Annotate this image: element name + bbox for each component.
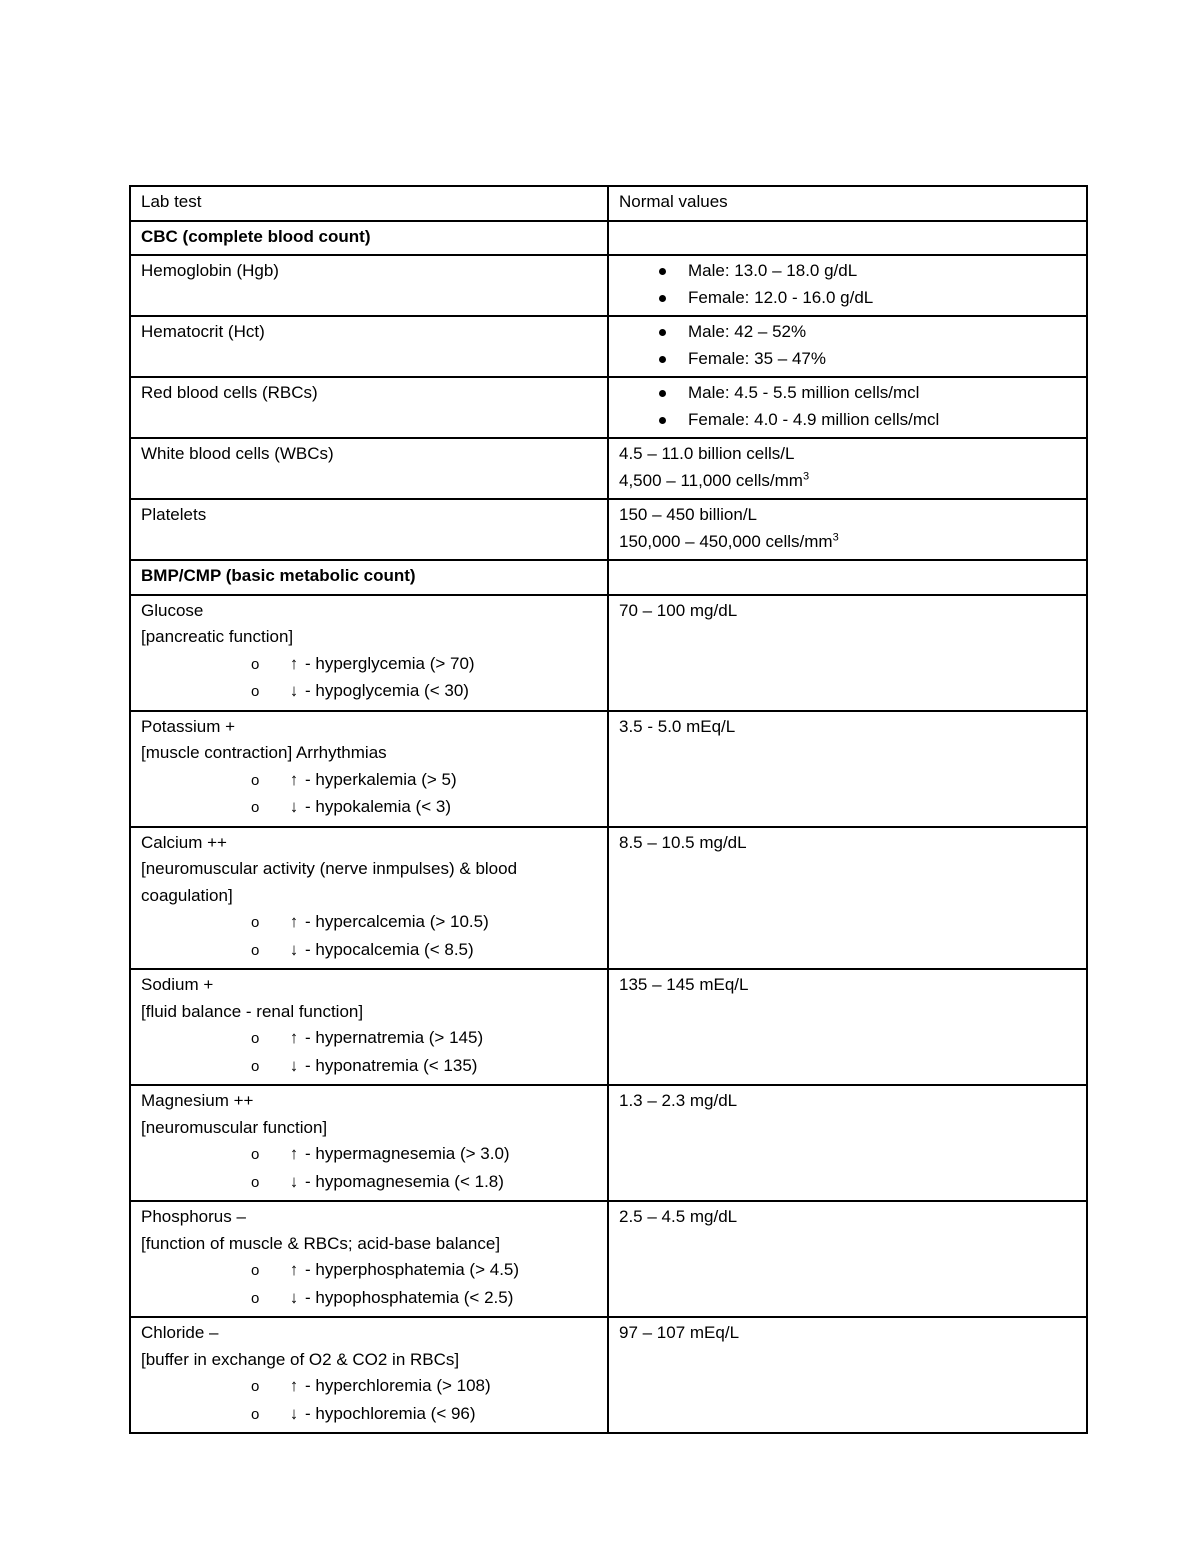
sub-list xyxy=(141,1257,597,1312)
section-title-cbc: CBC (complete blood count) xyxy=(130,221,608,256)
lab-test-name: Platelets xyxy=(130,499,608,560)
high-text: - hypermagnesemia (> 3.0) xyxy=(305,1144,510,1163)
sub-list xyxy=(141,1373,597,1428)
table-row-sodium xyxy=(130,969,1087,1085)
table-row-phosphorus xyxy=(130,1201,1087,1317)
arrow-up-icon: ↑ xyxy=(289,769,299,789)
lab-test-cell xyxy=(130,827,608,970)
arrow-up-icon: ↑ xyxy=(289,912,299,931)
list-item-high xyxy=(251,1257,597,1285)
sub-bullet: o xyxy=(251,1405,260,1423)
bullet-list xyxy=(619,258,1076,311)
lab-test-name: Chloride – xyxy=(141,1323,219,1342)
sub-bullet: o xyxy=(251,799,260,816)
table-row-magnesium xyxy=(130,1085,1087,1201)
lab-test-cell xyxy=(130,711,608,827)
section-empty-cell xyxy=(608,221,1087,256)
normal-value-cell: 3.5 - 5.0 mEq/L xyxy=(608,711,1087,827)
sub-bullet: o xyxy=(251,1289,260,1307)
arrow-down-icon: ↓ xyxy=(289,681,299,700)
list-item-low xyxy=(251,1053,597,1081)
lab-test-description: [buffer in exchange of O2 & CO2 in RBCs] xyxy=(141,1349,460,1369)
sub-bullet: o xyxy=(251,941,260,959)
list-item-high xyxy=(251,767,597,795)
high-text: - hyperkalemia (> 5) xyxy=(305,769,457,789)
lab-test-description: [neuromuscular function] xyxy=(141,1117,328,1137)
table-header-row xyxy=(130,186,1087,221)
section-title-bmp: BMP/CMP (basic metabolic count) xyxy=(130,560,608,595)
lab-test-name: Calcium ++ xyxy=(141,832,227,852)
superscript: 3 xyxy=(802,469,810,482)
sub-bullet: o xyxy=(251,1030,260,1047)
table-row-chloride xyxy=(130,1317,1087,1433)
sub-list xyxy=(141,1141,597,1196)
lab-test-name: Magnesium ++ xyxy=(141,1091,254,1110)
normal-value-cell: 1.3 – 2.3 mg/dL xyxy=(608,1085,1087,1201)
list-item-low xyxy=(251,937,597,965)
sub-bullet: o xyxy=(251,683,260,700)
arrow-down-icon: ↓ xyxy=(289,797,299,816)
list-item-high xyxy=(251,1373,597,1401)
lab-test-name: Red blood cells (RBCs) xyxy=(130,377,608,438)
high-text: - hyperchloremia (> 108) xyxy=(305,1376,491,1395)
low-text: - hypophosphatemia (< 2.5) xyxy=(305,1287,514,1307)
sub-bullet: o xyxy=(251,771,260,789)
sub-bullet: o xyxy=(251,655,260,673)
list-item-low xyxy=(251,678,597,706)
value-line xyxy=(619,468,1076,495)
sub-bullet: o xyxy=(251,1378,260,1395)
list-item-low xyxy=(251,1169,597,1197)
arrow-up-icon: ↑ xyxy=(289,1260,299,1279)
lab-test-name: Sodium + xyxy=(141,975,214,994)
value-line xyxy=(619,529,1076,556)
table-row-glucose xyxy=(130,595,1087,711)
high-text: - hyperglycemia (> 70) xyxy=(305,653,475,673)
high-text: - hypercalcemia (> 10.5) xyxy=(305,912,489,931)
list-item-female: Female: 12.0 - 16.0 g/dL xyxy=(659,285,1076,312)
table-row-hemoglobin xyxy=(130,255,1087,316)
list-item-low xyxy=(251,794,597,822)
section-empty-cell xyxy=(608,560,1087,595)
normal-value-cell: 8.5 – 10.5 mg/dL xyxy=(608,827,1087,970)
arrow-up-icon: ↑ xyxy=(289,653,299,673)
lab-test-cell xyxy=(130,595,608,711)
lab-test-name: White blood cells (WBCs) xyxy=(130,438,608,499)
normal-value-cell xyxy=(608,377,1087,438)
high-text: - hypernatremia (> 145) xyxy=(305,1028,484,1047)
normal-value-cell xyxy=(608,499,1087,560)
lab-test-description: [fluid balance - renal function] xyxy=(141,1001,364,1021)
bullet-list xyxy=(619,319,1076,372)
sub-bullet: o xyxy=(251,1146,260,1163)
value-text: 150,000 – 450,000 cells/mm xyxy=(619,531,833,551)
arrow-up-icon: ↑ xyxy=(289,1376,299,1395)
sub-bullet: o xyxy=(251,1173,260,1191)
list-item-male: Male: 42 – 52% xyxy=(659,319,1076,346)
arrow-up-icon: ↑ xyxy=(289,1028,299,1047)
sub-list xyxy=(141,1025,597,1080)
list-item-high xyxy=(251,1025,597,1053)
sub-list xyxy=(141,651,597,706)
table-row-potassium xyxy=(130,711,1087,827)
normal-value-cell xyxy=(608,316,1087,377)
normal-value-cell xyxy=(608,255,1087,316)
list-item-high xyxy=(251,651,597,679)
lab-test-name: Hemoglobin (Hgb) xyxy=(130,255,608,316)
arrow-down-icon: ↓ xyxy=(289,1171,299,1191)
normal-value-cell: 97 – 107 mEq/L xyxy=(608,1317,1087,1433)
sub-bullet: o xyxy=(251,914,260,931)
list-item-low xyxy=(251,1401,597,1429)
lab-test-cell xyxy=(130,1085,608,1201)
lab-test-cell xyxy=(130,1201,608,1317)
lab-test-description: [pancreatic function] xyxy=(141,627,294,646)
superscript: 3 xyxy=(832,530,839,543)
lab-test-description: [neuromuscular activity (nerve inmpulses) & blood coagulation] xyxy=(141,859,518,905)
low-text: - hyponatremia (< 135) xyxy=(305,1055,478,1075)
table-row-rbc xyxy=(130,377,1087,438)
header-normal-values: Normal values xyxy=(608,186,1087,221)
section-row-cbc xyxy=(130,221,1087,256)
lab-test-description: [function of muscle & RBCs; acid-base balance] xyxy=(141,1233,501,1253)
lab-test-name: Glucose xyxy=(141,600,204,620)
low-text: - hypochloremia (< 96) xyxy=(305,1403,476,1423)
sub-bullet: o xyxy=(251,1057,260,1075)
list-item-low xyxy=(251,1285,597,1313)
bullet-list xyxy=(619,380,1076,433)
low-text: - hypocalcemia (< 8.5) xyxy=(305,939,474,959)
arrow-up-icon: ↑ xyxy=(289,1144,299,1163)
list-item-high xyxy=(251,909,597,937)
value-text: 4,500 – 11,000 cells/mm xyxy=(619,470,803,490)
lab-test-name: Potassium + xyxy=(141,716,236,736)
list-item-male: Male: 4.5 - 5.5 million cells/mcl xyxy=(659,380,1076,407)
sub-bullet: o xyxy=(251,1262,260,1279)
lab-test-name: Phosphorus – xyxy=(141,1207,246,1226)
list-item-high xyxy=(251,1141,597,1169)
table-row-platelets xyxy=(130,499,1087,560)
table-row-hematocrit xyxy=(130,316,1087,377)
arrow-down-icon: ↓ xyxy=(289,1287,299,1307)
high-text: - hyperphosphatemia (> 4.5) xyxy=(305,1260,520,1279)
normal-value-cell: 2.5 – 4.5 mg/dL xyxy=(608,1201,1087,1317)
lab-test-cell xyxy=(130,1317,608,1433)
list-item-female: Female: 4.0 - 4.9 million cells/mcl xyxy=(659,407,1076,434)
table-row-wbc xyxy=(130,438,1087,499)
lab-test-name: Hematocrit (Hct) xyxy=(130,316,608,377)
list-item-female: Female: 35 – 47% xyxy=(659,346,1076,373)
arrow-down-icon: ↓ xyxy=(289,1055,299,1075)
low-text: - hypoglycemia (< 30) xyxy=(305,681,469,700)
value-line: 4.5 – 11.0 billion cells/L xyxy=(619,444,795,463)
list-item-male: Male: 13.0 – 18.0 g/dL xyxy=(659,258,1076,285)
normal-value-cell xyxy=(608,438,1087,499)
arrow-down-icon: ↓ xyxy=(289,939,299,959)
lab-test-cell xyxy=(130,969,608,1085)
lab-test-description: [muscle contraction] Arrhythmias xyxy=(141,743,387,762)
sub-list xyxy=(141,909,597,964)
lab-values-table xyxy=(129,185,1088,1434)
arrow-down-icon: ↓ xyxy=(289,1403,299,1423)
low-text: - hypomagnesemia (< 1.8) xyxy=(305,1171,504,1191)
section-row-bmp xyxy=(130,560,1087,595)
normal-value-cell: 70 – 100 mg/dL xyxy=(608,595,1087,711)
low-text: - hypokalemia (< 3) xyxy=(305,797,451,816)
sub-list xyxy=(141,767,597,822)
header-lab-test: Lab test xyxy=(130,186,608,221)
table-row-calcium xyxy=(130,827,1087,970)
normal-value-cell: 135 – 145 mEq/L xyxy=(608,969,1087,1085)
value-line: 150 – 450 billion/L xyxy=(619,505,758,524)
